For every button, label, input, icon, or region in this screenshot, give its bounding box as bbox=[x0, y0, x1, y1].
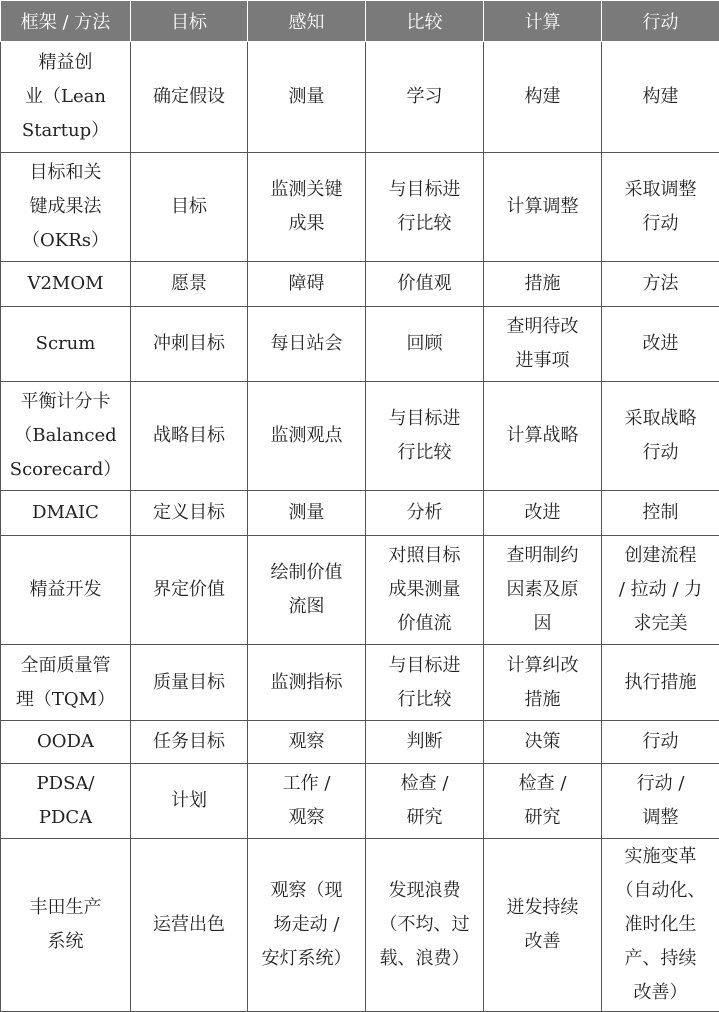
compute-cell: 检查 / 研究 bbox=[484, 764, 602, 839]
header-goal: 目标 bbox=[131, 1, 248, 42]
framework-cell: 目标和关 键成果法 （OKRs） bbox=[1, 153, 131, 262]
goal-cell: 界定价值 bbox=[131, 536, 248, 645]
compute-cell: 查明制约 因素及原 因 bbox=[484, 536, 602, 645]
goal-cell: 目标 bbox=[131, 153, 248, 262]
header-framework: 框架 / 方法 bbox=[1, 1, 131, 42]
goal-cell: 确定假设 bbox=[131, 42, 248, 153]
compute-cell: 计算战略 bbox=[484, 382, 602, 491]
goal-cell: 任务目标 bbox=[131, 721, 248, 764]
compute-cell: 查明待改 进事项 bbox=[484, 307, 602, 382]
goal-cell: 质量目标 bbox=[131, 645, 248, 721]
framework-cell: PDSA/ PDCA bbox=[1, 764, 131, 839]
act-cell: 行动 bbox=[602, 721, 719, 764]
compute-cell: 改进 bbox=[484, 491, 602, 536]
compare-cell: 发现浪费 （不均、过 载、浪费） bbox=[366, 839, 484, 1012]
table-row bbox=[1, 645, 719, 721]
sense-cell: 测量 bbox=[248, 491, 366, 536]
header-act: 行动 bbox=[602, 1, 719, 42]
sense-cell: 监测观点 bbox=[248, 382, 366, 491]
goal-cell: 愿景 bbox=[131, 262, 248, 307]
sense-cell: 工作 / 观察 bbox=[248, 764, 366, 839]
goal-cell: 运营出色 bbox=[131, 839, 248, 1012]
sense-cell: 观察（现 场走动 / 安灯系统） bbox=[248, 839, 366, 1012]
framework-cell: 全面质量管 理（TQM） bbox=[1, 645, 131, 721]
table-row bbox=[1, 721, 719, 764]
table-row bbox=[1, 153, 719, 262]
framework-cell: Scrum bbox=[1, 307, 131, 382]
header-compare: 比较 bbox=[366, 1, 484, 42]
compute-cell: 计算调整 bbox=[484, 153, 602, 262]
compute-cell: 决策 bbox=[484, 721, 602, 764]
header-compute: 计算 bbox=[484, 1, 602, 42]
table-row bbox=[1, 307, 719, 382]
header-sense: 感知 bbox=[248, 1, 366, 42]
compare-cell: 分析 bbox=[366, 491, 484, 536]
act-cell: 控制 bbox=[602, 491, 719, 536]
compare-cell: 判断 bbox=[366, 721, 484, 764]
sense-cell: 绘制价值 流图 bbox=[248, 536, 366, 645]
act-cell: 行动 / 调整 bbox=[602, 764, 719, 839]
act-cell: 创建流程 / 拉动 / 力 求完美 bbox=[602, 536, 719, 645]
compute-cell: 迸发持续 改善 bbox=[484, 839, 602, 1012]
framework-cell: DMAIC bbox=[1, 491, 131, 536]
table-row bbox=[1, 42, 719, 153]
act-cell: 改进 bbox=[602, 307, 719, 382]
table-row bbox=[1, 839, 719, 1012]
framework-cell: 平衡计分卡 （Balanced Scorecard） bbox=[1, 382, 131, 491]
framework-cell: 精益开发 bbox=[1, 536, 131, 645]
goal-cell: 计划 bbox=[131, 764, 248, 839]
compare-cell: 学习 bbox=[366, 42, 484, 153]
sense-cell: 测量 bbox=[248, 42, 366, 153]
act-cell: 采取调整 行动 bbox=[602, 153, 719, 262]
sense-cell: 监测关键 成果 bbox=[248, 153, 366, 262]
table-row bbox=[1, 764, 719, 839]
act-cell: 实施变革 （自动化、 准时化生 产、持续 改善） bbox=[602, 839, 719, 1012]
framework-cell: 丰田生产 系统 bbox=[1, 839, 131, 1012]
act-cell: 采取战略 行动 bbox=[602, 382, 719, 491]
compare-cell: 与目标进 行比较 bbox=[366, 645, 484, 721]
table-row bbox=[1, 536, 719, 645]
compute-cell: 构建 bbox=[484, 42, 602, 153]
act-cell: 执行措施 bbox=[602, 645, 719, 721]
compare-cell: 与目标进 行比较 bbox=[366, 153, 484, 262]
framework-cell: 精益创 业（Lean Startup） bbox=[1, 42, 131, 153]
table-row bbox=[1, 262, 719, 307]
goal-cell: 战略目标 bbox=[131, 382, 248, 491]
act-cell: 构建 bbox=[602, 42, 719, 153]
framework-cell: V2MOM bbox=[1, 262, 131, 307]
compute-cell: 计算纠改 措施 bbox=[484, 645, 602, 721]
sense-cell: 每日站会 bbox=[248, 307, 366, 382]
compare-cell: 对照目标 成果测量 价值流 bbox=[366, 536, 484, 645]
sense-cell: 观察 bbox=[248, 721, 366, 764]
compute-cell: 措施 bbox=[484, 262, 602, 307]
compare-cell: 检查 / 研究 bbox=[366, 764, 484, 839]
header-row bbox=[1, 1, 719, 42]
act-cell: 方法 bbox=[602, 262, 719, 307]
table-row bbox=[1, 382, 719, 491]
sense-cell: 监测指标 bbox=[248, 645, 366, 721]
compare-cell: 价值观 bbox=[366, 262, 484, 307]
table-row bbox=[1, 491, 719, 536]
framework-cell: OODA bbox=[1, 721, 131, 764]
goal-cell: 冲刺目标 bbox=[131, 307, 248, 382]
goal-cell: 定义目标 bbox=[131, 491, 248, 536]
compare-cell: 回顾 bbox=[366, 307, 484, 382]
sense-cell: 障碍 bbox=[248, 262, 366, 307]
compare-cell: 与目标进 行比较 bbox=[366, 382, 484, 491]
